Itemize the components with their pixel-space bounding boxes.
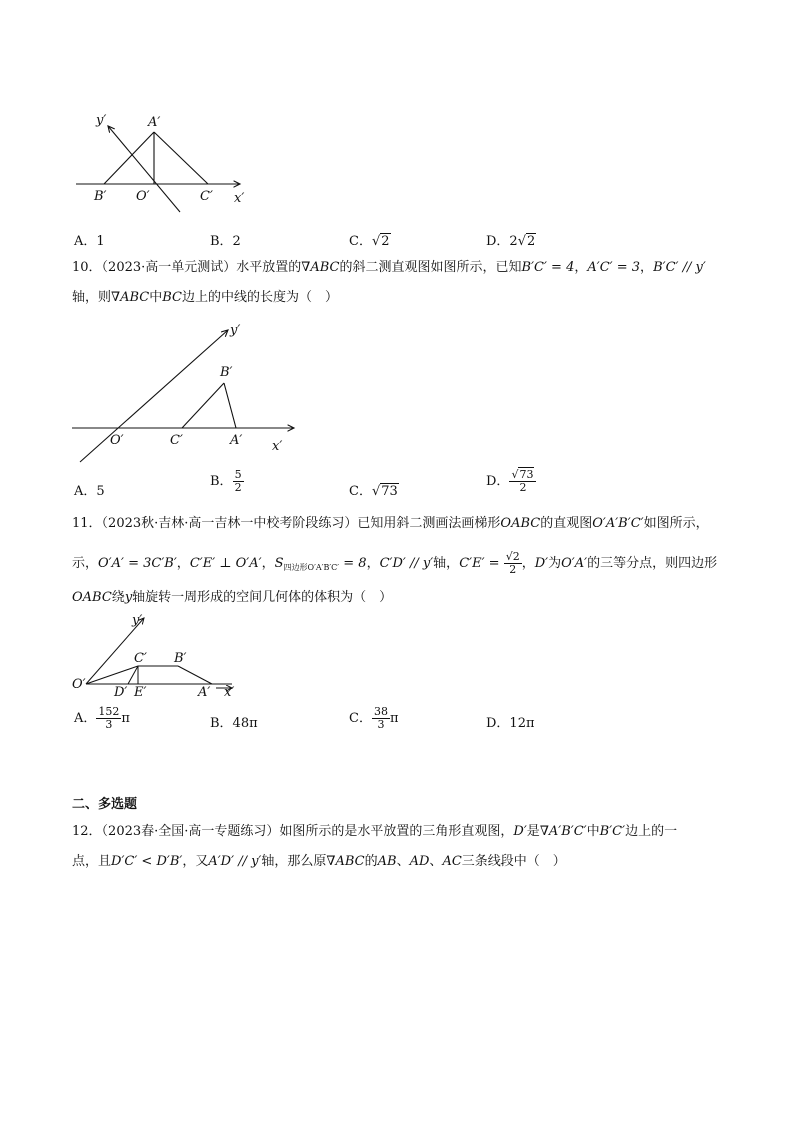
q11-c-pi: π	[389, 711, 399, 726]
q10-d-prefix: D．	[486, 474, 510, 489]
q11-math: O′A′B′C′	[592, 516, 644, 531]
q12-math: D′C′ < D′B′	[111, 854, 183, 869]
q11-c-prefix: C．	[349, 711, 372, 726]
q10-text: 边上的中线的长度为（ ）	[182, 290, 339, 305]
q11-text: 轴旋转一周形成的空间几何体的体积为（ ）	[132, 590, 393, 605]
q11-math: C′E′ ⊥ O′A′	[189, 556, 262, 571]
q9-option-a[interactable]: A．1	[74, 234, 105, 249]
q11-c-fraction	[372, 706, 390, 731]
numerator: 5	[234, 468, 242, 481]
denominator: 3	[105, 718, 113, 731]
q11-math: = 8	[339, 556, 367, 571]
q9-c-radicand: 2	[381, 234, 390, 249]
q11-math: y	[124, 590, 133, 605]
q11-math: C′E′ =	[459, 556, 504, 571]
label-o: O′	[72, 677, 86, 692]
q12-text: 轴，那么原	[261, 854, 327, 869]
q10-math: B′C′ // y′	[653, 260, 706, 275]
denominator: 2	[509, 563, 517, 576]
q12-text: 是	[526, 824, 540, 839]
label-x: x′	[234, 191, 245, 206]
denominator: 2	[234, 481, 242, 494]
q9-d-prefix: D．2	[486, 234, 518, 249]
q10-c-radicand: 73	[381, 484, 398, 499]
q10-figure	[66, 318, 306, 466]
q11-a-prefix: A．	[74, 711, 97, 726]
q12-math: D′	[513, 824, 527, 839]
label-b: B′	[174, 651, 187, 666]
label-a: A′	[230, 433, 243, 448]
q10-line2	[72, 288, 338, 308]
q10-math: ∇ABC	[111, 290, 150, 305]
q10-b-prefix: B．	[210, 474, 233, 489]
q11-text: 轴，	[433, 556, 460, 571]
q10-math: ∇ABC	[301, 260, 340, 275]
numerator: √73	[509, 469, 536, 482]
q12-math: AB	[377, 854, 397, 869]
q11-text: 的直观图	[540, 516, 593, 531]
q11-option-b[interactable]: B．48π	[210, 716, 258, 731]
label-o: O′	[136, 189, 150, 204]
q12-math: ∇ABC	[326, 854, 365, 869]
q11-fraction	[504, 551, 522, 576]
q11-math: O′A′ = 3C′B′	[98, 556, 177, 571]
q10-text: 的斜二测直观图如图所示，已知	[339, 260, 522, 275]
q9-option-b[interactable]: B．2	[210, 234, 241, 249]
q10-number: 10．	[72, 260, 102, 275]
q11-text: 为	[548, 556, 562, 571]
q11-line2: 示，O′A′ = 3C′B′，C′E′ ⊥ O′A′，$S_{四边形O'A'B'C'} = 8$，C′D′ // y′轴，C′E′ = $\frac{√2}{2}$ ，D′为O′A′的三等分点，则四边形	[72, 550, 718, 576]
label-c: C′	[134, 651, 147, 666]
label-x: x′	[272, 439, 283, 454]
section-heading-multi-choice: 二、多选题	[72, 797, 138, 812]
q12-source: （2023春·全国·高一专题练习）	[101, 824, 280, 839]
q11-math: S	[274, 556, 284, 571]
q11-line1	[72, 514, 709, 534]
q9-figure	[66, 104, 256, 216]
q12-text: 如图所示的是水平放置的三角形直观图，	[279, 824, 514, 839]
q12-line2	[72, 852, 566, 872]
y-axis	[80, 330, 228, 462]
segment-ba	[178, 666, 212, 684]
q11-math: OABC	[72, 590, 112, 605]
numerator: 152	[98, 705, 120, 718]
denominator: 2	[519, 481, 527, 494]
q10-option-d[interactable]	[486, 469, 536, 494]
q10-math: A′C′ = 3	[587, 260, 641, 275]
q11-option-d[interactable]: D．12π	[486, 716, 535, 731]
label-d: D′	[114, 685, 128, 700]
q10-math: BC	[162, 290, 182, 305]
q10-math: B′C′ = 4	[521, 260, 575, 275]
q10-option-c[interactable]: C．√73	[349, 484, 398, 499]
q11-line3	[72, 588, 392, 608]
label-a: A′	[198, 685, 211, 700]
q10-source: （2023·高一单元测试）	[101, 260, 237, 275]
q10-text: 水平放置的	[236, 260, 302, 275]
q11-math: C′D′ // y′	[379, 556, 434, 571]
segment-cb	[182, 383, 224, 428]
q11-text: 绕	[111, 590, 125, 605]
q12-math: B′C′	[599, 824, 626, 839]
label-c: C′	[200, 189, 213, 204]
segment-ab	[104, 132, 154, 184]
q12-math: AC	[442, 854, 462, 869]
label-y: y′	[132, 613, 143, 628]
q11-text: 如图所示，	[643, 516, 709, 531]
q12-text: 、	[396, 854, 410, 869]
q11-math: O′A′	[561, 556, 588, 571]
numerator: 38	[373, 705, 388, 718]
q10-option-b[interactable]	[210, 469, 244, 494]
q11-a-fraction	[96, 706, 121, 731]
q10-c-prefix: C．	[349, 484, 372, 499]
radicand: 73	[519, 468, 534, 481]
q12-math: A′D′ // y′	[208, 854, 262, 869]
q11-math: OABC	[500, 516, 541, 531]
label-b: B′	[220, 365, 233, 380]
q11-source: （2023秋·吉林·高一吉林一中校考阶段练习）	[101, 516, 358, 531]
q9-d-radicand: 2	[527, 234, 536, 249]
q9-c-prefix: C．	[349, 234, 372, 249]
q10-d-fraction	[509, 469, 536, 494]
label-y: y′	[230, 323, 241, 338]
q11-a-pi: π	[121, 711, 130, 726]
label-b: B′	[94, 189, 107, 204]
q9-option-c[interactable]: C．√2	[349, 234, 390, 249]
q12-text: 、	[429, 854, 443, 869]
q10-text: 轴，则	[72, 290, 112, 305]
q11-math: D′	[534, 556, 549, 571]
q12-line1	[72, 822, 677, 842]
label-x: x′	[224, 685, 235, 700]
q11-text: ，	[521, 556, 535, 571]
label-y: y′	[96, 113, 107, 128]
q12-text: 中	[586, 824, 600, 839]
label-o: O′	[110, 433, 124, 448]
label-e: E′	[134, 685, 147, 700]
q12-math: AD	[409, 854, 430, 869]
q12-text: 三条线段中（ ）	[461, 854, 566, 869]
segment-ac	[154, 132, 208, 184]
q10-line1: 10．（2023·高一单元测试）水平放置的∇ABC的斜二测直观图如图所示，已知B′C′ = 4，A′C′ = 3，B′C′ // y′	[72, 260, 706, 275]
q12-text: ，又	[182, 854, 209, 869]
q11-figure	[66, 612, 246, 702]
q11-number: 11．	[72, 516, 102, 531]
q11-subscript: 四边形O′A′B′C′	[283, 563, 340, 572]
q9-option-d[interactable]: D．2√2	[486, 234, 536, 249]
q12-text: 点，且	[72, 854, 112, 869]
q11-option-a[interactable]	[74, 706, 130, 731]
q11-option-c[interactable]	[349, 706, 399, 731]
q12-text: 边上的一	[625, 824, 678, 839]
q12-number: 12．	[72, 824, 102, 839]
q10-option-a[interactable]: A．5	[74, 484, 105, 499]
q10-b-fraction	[233, 469, 244, 494]
label-c: C′	[170, 433, 183, 448]
numerator: √2	[505, 550, 520, 563]
q12-math: ∇A′B′C′	[539, 824, 587, 839]
denominator: 3	[377, 718, 385, 731]
q12-text: 的	[364, 854, 378, 869]
q10-text: 中	[149, 290, 163, 305]
segment-ba	[224, 383, 236, 428]
q11-text: 的三等分点，则四边形	[587, 556, 718, 571]
label-a: A′	[148, 115, 161, 130]
q11-text: 已知用斜二测画法画梯形	[357, 516, 501, 531]
